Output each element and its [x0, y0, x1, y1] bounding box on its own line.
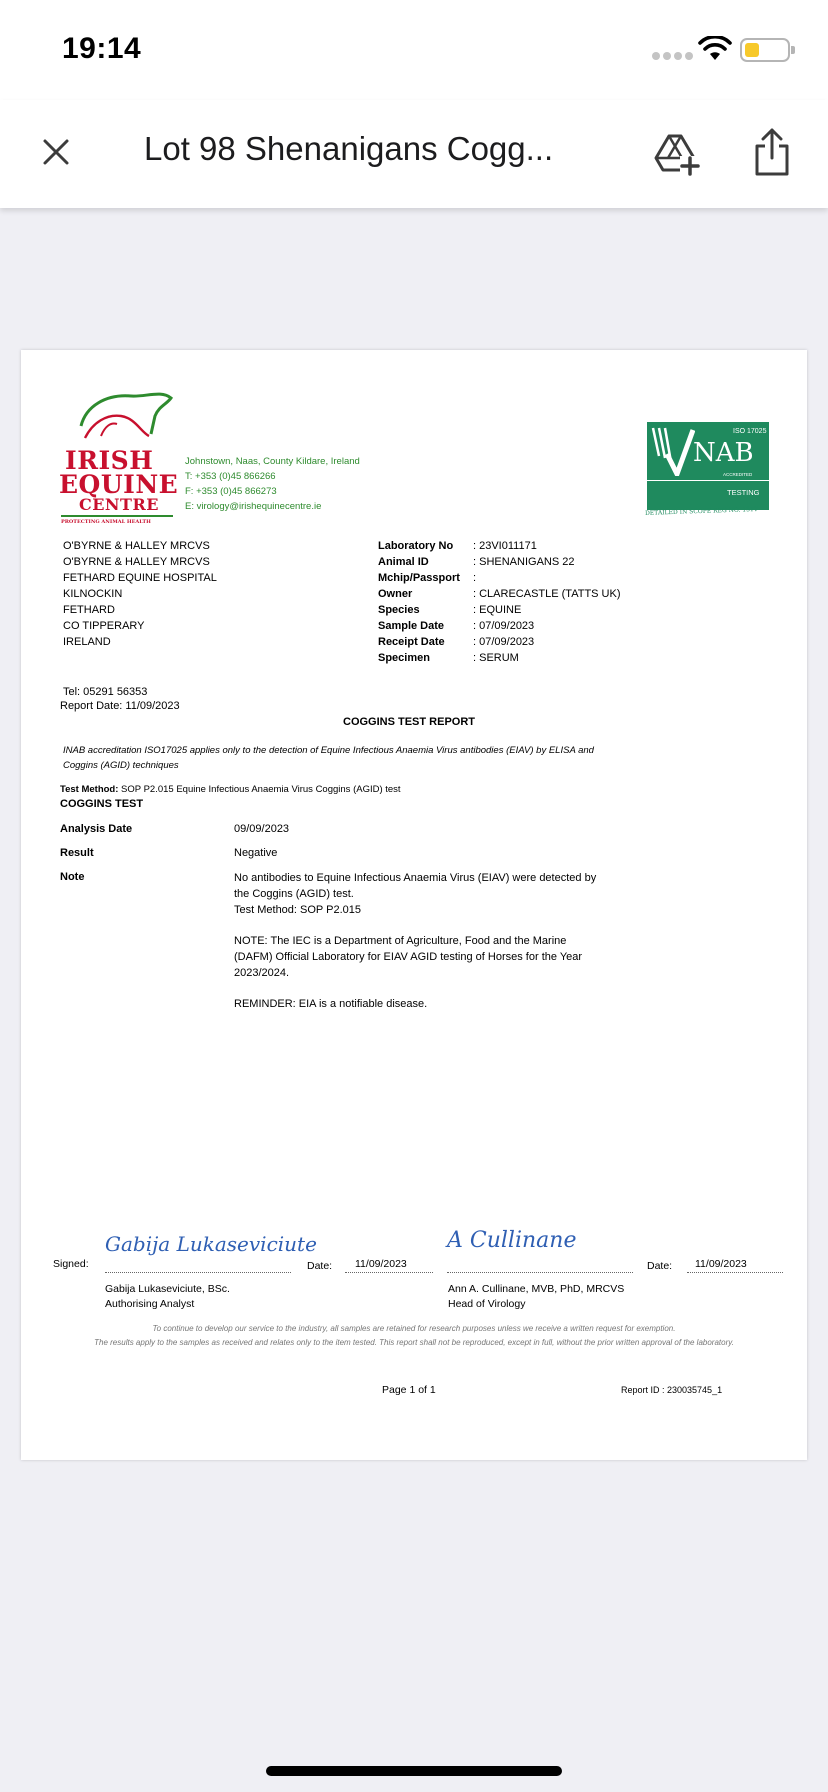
- pdf-page: [21, 350, 807, 1460]
- logo-centre: CENTRE: [79, 495, 159, 514]
- date-label-left: Date:: [307, 1260, 333, 1272]
- accreditation-line: Coggins (AGID) techniques: [63, 760, 179, 771]
- lab-info-label: Mchip/Passport: [378, 572, 460, 584]
- logo-divider: [61, 515, 173, 517]
- note-line: No antibodies to Equine Infectious Anaemia Virus (EIAV) were detected by: [234, 872, 597, 884]
- inab-tick-icon: [651, 426, 695, 476]
- inab-scope: DETAILED IN SCOPE REG NO. 151T: [644, 506, 758, 517]
- signatory-role: Head of Virology: [448, 1298, 526, 1310]
- wifi-icon: [698, 36, 732, 62]
- contact-address: Johnstown, Naas, County Kildare, Ireland: [185, 456, 360, 467]
- accreditation-line: INAB accreditation ISO17025 applies only to the detection of Equine Infectious Anaemia Virus antibodies (EIAV) by ELISA and: [63, 745, 594, 756]
- address-line: FETHARD EQUINE HOSPITAL: [63, 572, 217, 584]
- date-label-right: Date:: [647, 1260, 673, 1272]
- home-indicator[interactable]: [266, 1766, 562, 1776]
- address-line: KILNOCKIN: [63, 588, 123, 600]
- dafm-note: [234, 933, 582, 981]
- date-line: [345, 1272, 433, 1273]
- add-to-drive-icon[interactable]: [652, 130, 700, 178]
- signed-label: Signed:: [53, 1258, 89, 1270]
- address-line: O'BYRNE & HALLEY MRCVS: [63, 556, 210, 568]
- logo-equine: EQUINE: [59, 470, 179, 499]
- disclaimer: [94, 1322, 734, 1350]
- note-line: 2023/2024.: [234, 967, 290, 979]
- status-bar: [0, 0, 828, 100]
- recipient-address: [63, 538, 217, 650]
- signatory-name: Ann A. Cullinane, MVB, PhD, MRCVS: [448, 1283, 625, 1295]
- status-time: 19:14: [62, 32, 142, 65]
- lab-info-label: Receipt Date: [378, 636, 445, 648]
- contact-email: E: virology@irishequinecentre.ie: [185, 501, 322, 512]
- address-line: O'BYRNE & HALLEY MRCVS: [63, 540, 210, 552]
- contact-tel: T: +353 (0)45 866266: [185, 471, 276, 482]
- report-id: Report ID : 230035745_1: [621, 1385, 723, 1395]
- close-icon[interactable]: [36, 132, 76, 172]
- signatory-left: [105, 1282, 230, 1312]
- signatory-role: Authorising Analyst: [105, 1298, 195, 1310]
- lab-info-label: Species: [378, 604, 420, 616]
- address-line: IRELAND: [63, 636, 111, 648]
- inab-badge: [647, 422, 769, 510]
- address-line: CO TIPPERARY: [63, 620, 145, 632]
- recipient-tel: Tel: 05291 56353: [63, 686, 148, 698]
- lab-info-values: [473, 538, 621, 666]
- signatory-right: [448, 1282, 624, 1312]
- logo-irish: IRISH: [65, 446, 154, 475]
- lab-info-label: Specimen: [378, 652, 430, 664]
- reminder-note: REMINDER: EIA is a notifiable disease.: [234, 998, 428, 1010]
- document-title: Lot 98 Shenanigans Cogg...: [144, 130, 554, 167]
- lab-info-label: Sample Date: [378, 620, 445, 632]
- page-number: Page 1 of 1: [382, 1384, 436, 1396]
- analysis-date-label: Analysis Date: [60, 823, 133, 835]
- signature-line: [447, 1272, 633, 1273]
- result-value: Negative: [234, 847, 278, 859]
- inab-iso: ISO 17025: [733, 428, 767, 435]
- note-line: Test Method: SOP P2.015: [234, 904, 361, 916]
- report-title: COGGINS TEST REPORT: [343, 716, 476, 728]
- signature-right: A Cullinane: [447, 1228, 577, 1253]
- logo-tagline: PROTECTING ANIMAL HEALTH: [61, 519, 151, 525]
- share-icon[interactable]: [752, 126, 792, 178]
- address-line: FETHARD: [63, 604, 115, 616]
- test-method-label: Test Method:: [60, 784, 119, 795]
- note-line: the Coggins (AGID) test.: [234, 888, 354, 900]
- test-method: [60, 784, 401, 795]
- signatory-name: Gabija Lukaseviciute, BSc.: [105, 1283, 230, 1295]
- lab-info-value: : SHENANIGANS 22: [473, 556, 575, 568]
- contact-block: [185, 454, 360, 514]
- lab-info-value: : 07/09/2023: [473, 636, 535, 648]
- accreditation-note: [63, 743, 594, 773]
- lab-info-label: Owner: [378, 588, 413, 600]
- inab-divider: [647, 480, 769, 481]
- lab-info-value: : EQUINE: [473, 604, 522, 616]
- lab-info-value: :: [473, 572, 477, 584]
- lab-info-value: : 07/09/2023: [473, 620, 535, 632]
- disclaimer-line: To continue to develop our service to the industry, all samples are retained for research purposes unless we receive a written request for exemption.: [152, 1324, 676, 1333]
- signature-left: Gabija Lukaseviciute: [105, 1232, 317, 1256]
- horse-logo-icon: [71, 386, 181, 446]
- lab-info-value: : 23VI011171: [473, 540, 537, 552]
- note-line: (DAFM) Official Laboratory for EIAV AGID testing of Horses for the Year: [234, 951, 583, 963]
- inab-testing: TESTING: [727, 488, 760, 497]
- report-date: Report Date: 11/09/2023: [60, 700, 180, 712]
- date-left: 11/09/2023: [355, 1258, 407, 1270]
- lab-info-value: : SERUM: [473, 652, 519, 664]
- lab-info-label: Laboratory No: [378, 540, 454, 552]
- contact-fax: F: +353 (0)45 866273: [185, 486, 277, 497]
- inab-name: NAB: [693, 438, 754, 468]
- date-right: 11/09/2023: [695, 1258, 747, 1270]
- lab-info-value: : CLARECASTLE (TATTS UK): [473, 588, 621, 600]
- navigation-bar: [0, 100, 828, 208]
- test-method-value: SOP P2.015 Equine Infectious Anaemia Virus Coggins (AGID) test: [121, 784, 401, 795]
- lab-info-labels: [378, 538, 460, 666]
- section-heading: COGGINS TEST: [60, 798, 144, 810]
- inab-accredited: ACCREDITED: [723, 472, 753, 477]
- disclaimer-line: The results apply to the samples as received and relates only to the item tested. This report shall not be reproduced, except in full, without the prior written approval of the laboratory.: [94, 1338, 734, 1347]
- note-text: [234, 870, 596, 918]
- result-label: Result: [60, 847, 94, 859]
- signature-line: [105, 1272, 291, 1273]
- note-line: NOTE: The IEC is a Department of Agriculture, Food and the Marine: [234, 935, 567, 947]
- cellular-signal-icon: [652, 52, 693, 60]
- lab-info-label: Animal ID: [378, 556, 429, 568]
- analysis-date-value: 09/09/2023: [234, 823, 290, 835]
- date-line: [687, 1272, 783, 1273]
- battery-icon: [740, 38, 790, 62]
- note-label: Note: [60, 871, 85, 883]
